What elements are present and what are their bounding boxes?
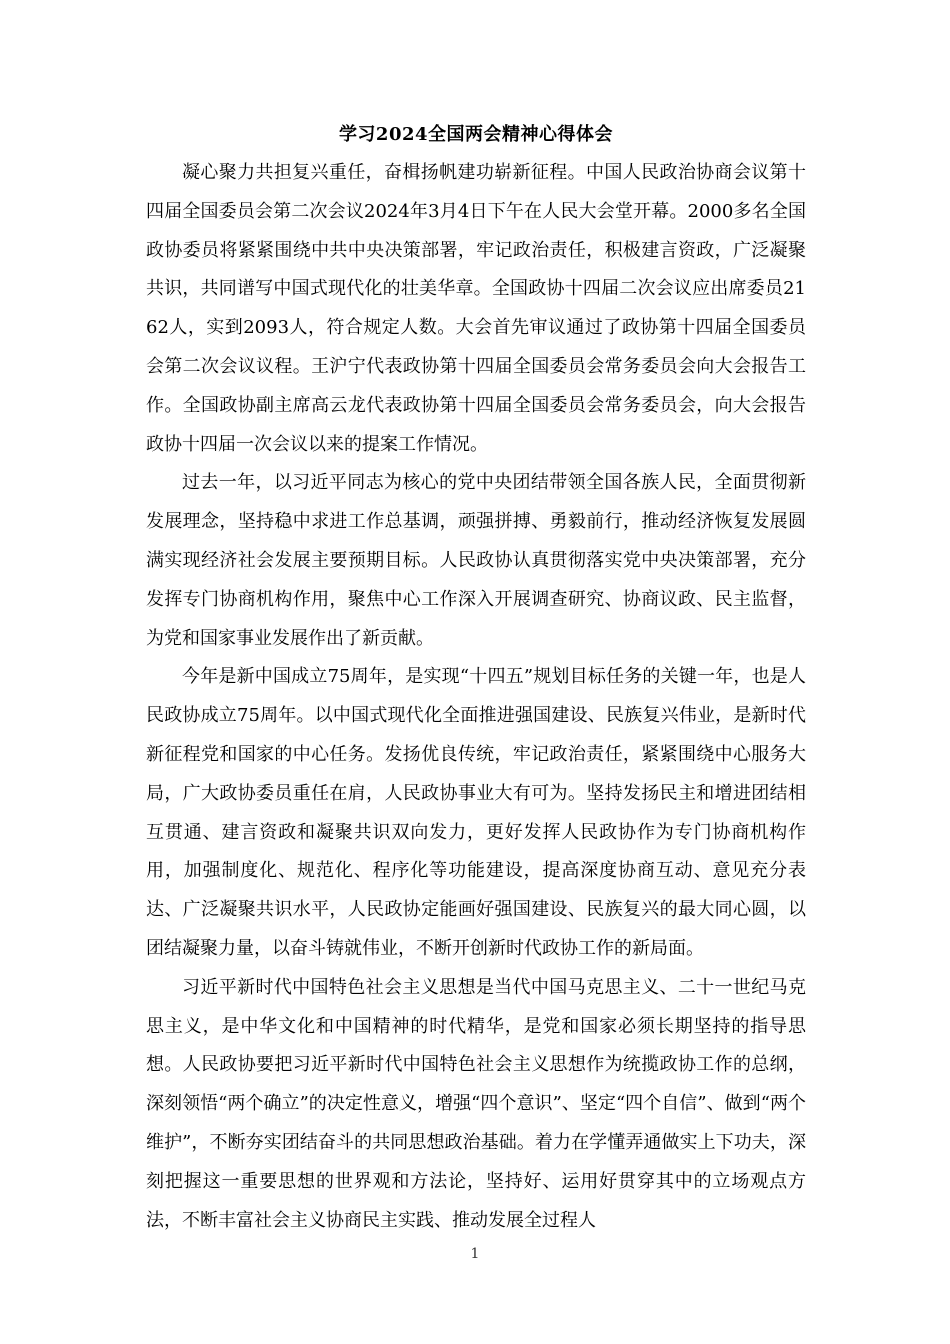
paragraph-1: 凝心聚力共担复兴重任，奋楫扬帆建功崭新征程。中国人民政治协商会议第十四届全国委员会第二次会议2024年3月4日下午在人民大会堂开幕。2000多名全国政协委员将紧紧围绕中共中央决策部署，牢记政治责任，积极建言资政，广泛凝聚共识，共同谱写中国式现代化的壮美华章。全国政协十四届二次会议应出席委员2162人，实到2093人，符合规定人数。大会首先审议通过了政协第十四届全国委员会第二次会议议程。王沪宁代表政协第十四届全国委员会常务委员会向大会报告工作。全国政协副主席高云龙代表政协第十四届全国委员会常务委员会，向大会报告政协十四届一次会议以来的提案工作情况。 xyxy=(146,162,806,455)
document-title: 学习2024全国两会精神心得体会 xyxy=(338,124,614,145)
paragraph-2: 过去一年，以习近平同志为核心的党中央团结带领全国各族人民，全面贯彻新发展理念，坚持稳中求进工作总基调，顽强拼搏、勇毅前行，推动经济恢复发展圆满实现经济社会发展主要预期目标。人民政协认真贯彻落实党中央决策部署，充分发挥专门协商机构作用，聚焦中心工作深入开展调查研究、协商议政、民主监督，为党和国家事业发展作出了新贡献。 xyxy=(146,472,806,649)
document-body xyxy=(146,154,806,1240)
page-number: 1 xyxy=(470,1246,480,1262)
paragraph-3: 今年是新中国成立75周年，是实现“十四五”规划目标任务的关键一年，也是人民政协成立75周年。以中国式现代化全面推进强国建设、民族复兴伟业，是新时代新征程党和国家的中心任务。发扬优良传统，牢记政治责任，紧紧围绕中心服务大局，广大政协委员重任在肩，人民政协事业大有可为。坚持发扬民主和增进团结相互贯通、建言资政和凝聚共识双向发力，更好发挥人民政协作为专门协商机构作用，加强制度化、规范化、程序化等功能建设，提高深度协商互动、意见充分表达、广泛凝聚共识水平，人民政协定能画好强国建设、民族复兴的最大同心圆，以团结凝聚力量，以奋斗铸就伟业，不断开创新时代政协工作的新局面。 xyxy=(146,666,806,959)
paragraph-4: 习近平新时代中国特色社会主义思想是当代中国马克思主义、二十一世纪马克思主义，是中华文化和中国精神的时代精华，是党和国家必须长期坚持的指导思想。人民政协要把习近平新时代中国特色社会主义思想作为统揽政协工作的总纲，深刻领悟“两个确立”的决定性意义，增强“四个意识”、坚定“四个自信”、做到“两个维护”，不断夯实团结奋斗的共同思想政治基础。着力在学懂弄通做实上下功夫，深刻把握这一重要思想的世界观和方法论，坚持好、运用好贯穿其中的立场观点方法，不断丰富社会主义协商民主实践、推动发展全过程人 xyxy=(146,976,806,1231)
